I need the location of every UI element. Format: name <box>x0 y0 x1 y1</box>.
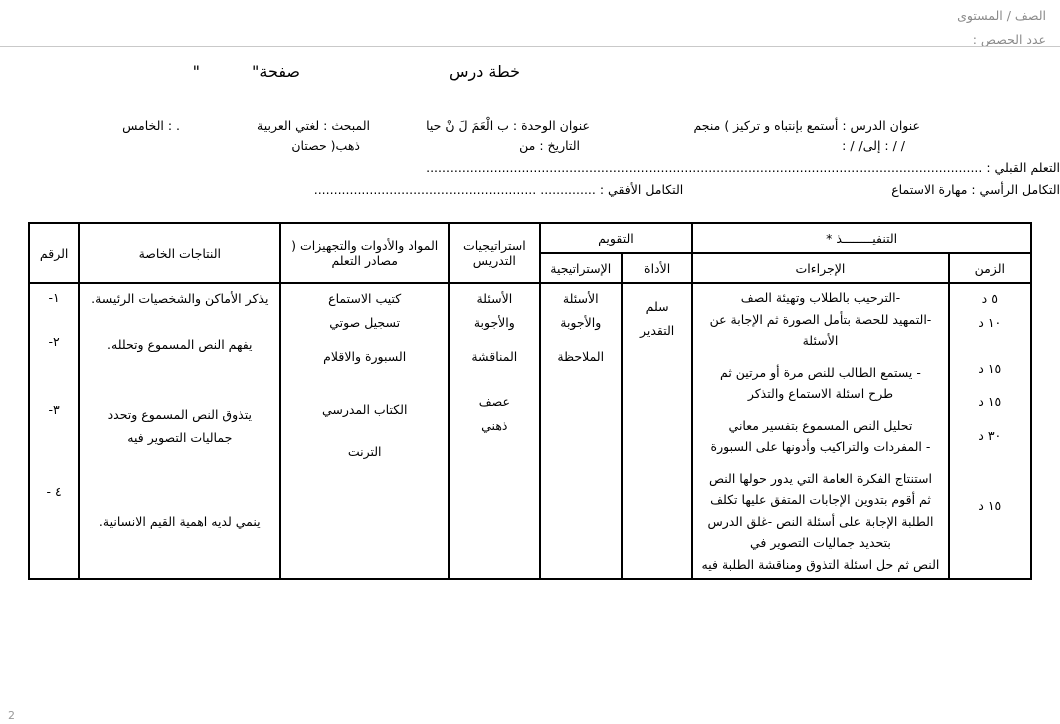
material-item: السبورة والاقلام <box>323 348 407 364</box>
title-row <box>0 62 1060 88</box>
horizontal-integration-label: التكامل الأفقي : .............. <box>540 182 684 197</box>
document-header <box>957 4 1046 52</box>
cell-eval-strategies <box>540 283 622 579</box>
column-header-procedures: الإجراءات <box>692 253 948 283</box>
group-header-execution: التنفيــــــــذ * <box>692 223 1031 253</box>
date-label: التاريخ : من <box>519 138 580 153</box>
eval-strategy-item: الأسئلة <box>562 291 599 306</box>
row-number: ١- <box>48 290 60 305</box>
outcome-item: يذكر الأماكن والشخصيات الرئيسة. <box>91 291 269 306</box>
vertical-integration-label: التكامل الرأسي : مهارة الاستماع <box>891 182 1060 197</box>
cell-materials <box>280 283 449 579</box>
numbers-list <box>35 287 73 503</box>
procedure-item: الطلبة الإجابة على أسئلة النص -غلق الدرس <box>707 513 934 529</box>
cell-times <box>949 283 1031 579</box>
teaching-strategy-item: ذهني <box>481 418 508 433</box>
column-header-eval-tool: الأداة <box>622 253 692 283</box>
procedure-item: بتحديد جماليات التصوير في <box>750 535 891 550</box>
teaching-strategy-item: المناقشة <box>471 348 518 364</box>
page-title: خطة درس <box>448 62 520 81</box>
procedure-item: ثم أقوم بتدوين الإجابات المتفق عليها تكلف <box>710 492 931 507</box>
material-item: الترنت <box>347 444 382 459</box>
outcomes-list <box>85 287 274 534</box>
group-header-evaluation: التقويم <box>540 223 693 253</box>
column-header-teaching-strategies: استراتيجيات التدريس <box>449 223 539 283</box>
integration-dots: ........................................................ <box>313 182 537 197</box>
table-body-row <box>29 283 1031 579</box>
table-group-header-row <box>29 223 1031 253</box>
teaching-strategy-item: عصف <box>478 394 510 410</box>
materials-list <box>286 287 443 464</box>
procedure-item: استنتاج الفكرة العامة التي يدور حولها النص <box>708 470 932 486</box>
cell-teaching-strategies <box>449 283 539 579</box>
eval-tools-list <box>628 287 686 343</box>
lesson-info <box>0 118 1060 158</box>
eval-strategies-list <box>546 287 616 368</box>
column-header-outcomes: النتاجات الخاصة <box>79 223 280 283</box>
date-values: / / : إلى/ / : <box>842 138 905 153</box>
outcome-item: يتذوق النص المسموع وتحدد جماليات التصوير فيه <box>107 406 252 446</box>
procedure-item: - يستمع الطالب للنص مرة أو مرتين ثم <box>720 364 921 380</box>
procedure-item: تحليل النص المسموع بتفسير معاني <box>728 417 913 433</box>
teaching-strategies-list <box>455 287 533 438</box>
time-value: ١٠ د <box>978 314 1002 330</box>
title-quote: " <box>192 62 200 81</box>
header-divider <box>0 46 1060 47</box>
material-item: الكتاب المدرسي <box>321 402 408 418</box>
procedure-item: النص ثم حل اسئلة التذوق ومناقشة الطلبة فيه <box>701 556 940 572</box>
time-value: ١٥ د <box>978 394 1002 410</box>
material-item: كتيب الاستماع <box>328 291 402 306</box>
time-value: ٥ د <box>981 291 998 306</box>
unit-title-field: عنوان الوحدة : ب الْعَمَ لَ نْ حيا <box>426 118 590 133</box>
column-header-number: الرقم <box>29 223 79 283</box>
title-page-word: صفحة" <box>252 62 300 81</box>
class-level-label: الصف / المستوى <box>957 8 1046 23</box>
info-line-2 <box>0 138 1060 158</box>
prior-learning-dots: ............................................................................................................................................ <box>426 160 983 175</box>
class-level-value: . : الخامس <box>122 118 180 133</box>
outcome-item: يفهم النص المسموع وتحلله. <box>107 336 253 352</box>
row-number: ٣- <box>48 401 60 417</box>
page-number: 2 <box>8 709 15 722</box>
procedure-item: الأسئلة <box>802 333 839 348</box>
info-line-1 <box>0 118 1060 138</box>
procedure-item: -الترحيب بالطلاب وتهيئة الصف <box>740 290 901 305</box>
procedure-item: طرح اسئلة الاستماع والتذكر <box>747 386 894 401</box>
teaching-strategy-item: الأسئلة <box>476 291 513 306</box>
time-value: ١٥ د <box>978 497 1002 513</box>
prior-learning-line <box>14 160 1060 175</box>
outcome-item: ينمي لديه اهمية القيم الانسانية. <box>98 514 261 529</box>
time-value: ١٥ د <box>978 360 1002 376</box>
cell-numbers <box>29 283 79 579</box>
eval-strategy-item: الملاحظة <box>557 348 605 364</box>
cell-procedures <box>692 283 948 579</box>
prior-learning-label: التعلم القبلي : <box>986 160 1060 175</box>
row-number: ٢- <box>48 333 60 349</box>
column-header-time: الزمن <box>949 253 1031 283</box>
lesson-title-field: عنوان الدرس : أستمع بإنتباه و تركيز ) منجم <box>693 118 920 133</box>
column-header-eval-strategy: الإستراتيجية <box>540 253 622 283</box>
sessions-count-label: عدد الحصص : <box>972 31 1046 47</box>
cell-eval-tools <box>622 283 692 579</box>
lesson-plan-table <box>28 222 1032 580</box>
column-header-materials: المواد والأدوات والتجهيزات ( مصادر التعلم <box>280 223 449 283</box>
eval-tool-item: سلم <box>645 299 669 314</box>
times-list <box>955 287 1025 518</box>
integration-line <box>14 182 1060 197</box>
teaching-strategy-item: والأجوبة <box>473 314 515 330</box>
procedure-item: - المفردات والتراكيب وأدونها على السبورة <box>710 439 931 454</box>
eval-tool-item: التقدير <box>639 322 675 338</box>
procedures-list <box>698 287 942 575</box>
time-value: ٣٠ د <box>978 428 1002 443</box>
subject-field: المبحث : لغتي العربية <box>257 118 370 133</box>
procedure-item: -التمهيد للحصة بتأمل الصورة ثم الإجابة عن <box>709 311 932 327</box>
material-item: تسجيل صوتي <box>329 314 401 330</box>
row-number: ٤ - <box>46 483 62 499</box>
eval-strategy-item: والأجوبة <box>560 314 602 330</box>
cell-outcomes <box>79 283 280 579</box>
unit-subtitle-field: ذهب( حصتان <box>291 138 360 153</box>
